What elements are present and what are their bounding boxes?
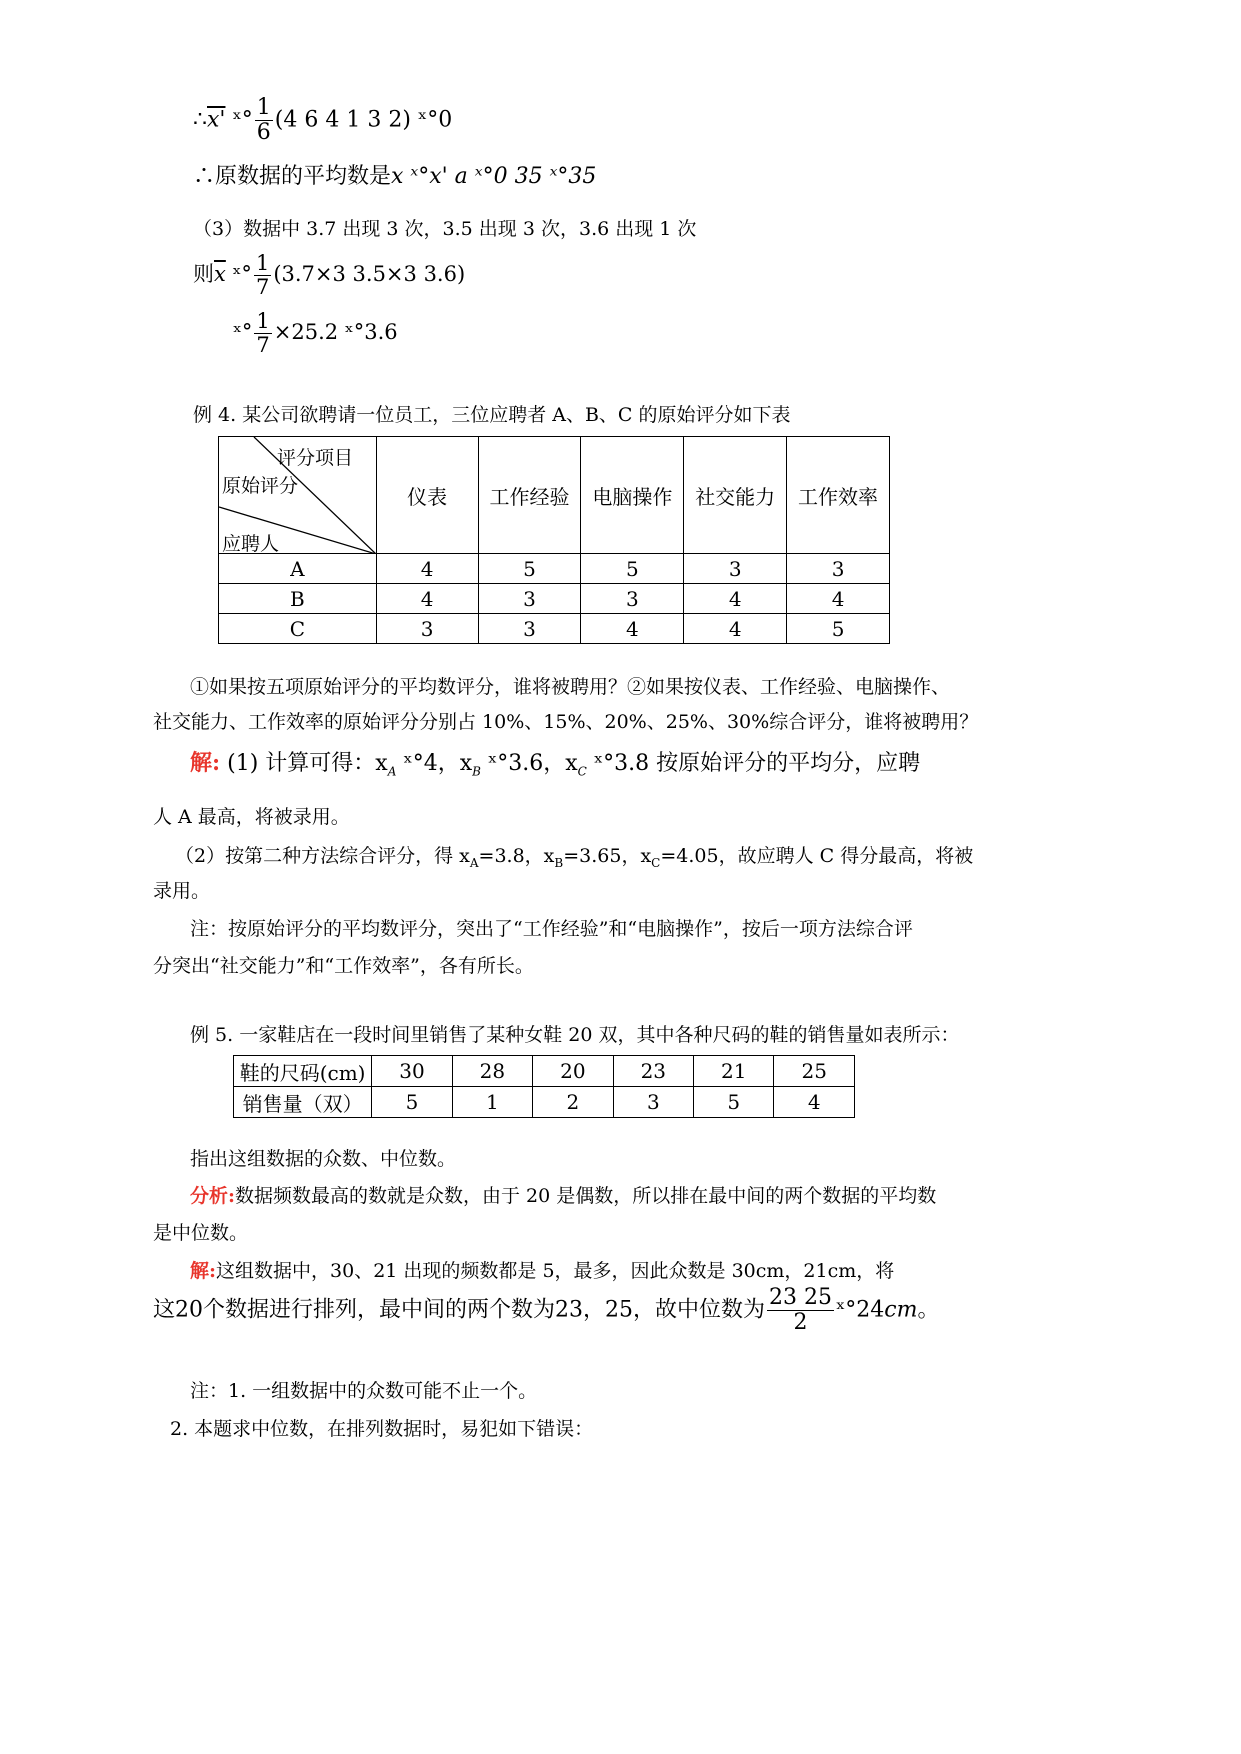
note-5-line-2: 2. 本题求中位数，在排列数据时，易犯如下错误： — [170, 1418, 594, 1440]
header-cell: 仪表 — [376, 437, 478, 554]
table-4 — [218, 436, 890, 644]
solution-4-line-2: 人 A 最高，将被录用。 — [153, 806, 350, 828]
solution-label: 解: — [190, 750, 221, 776]
row-label: 鞋的尺码(cm) — [234, 1056, 372, 1087]
solution-5-line-1: 解:这组数据中，30、21 出现的频数都是 5，最多，因此众数是 30cm，21cm，将 — [190, 1260, 895, 1282]
question-5: 指出这组数据的众数、中位数。 — [190, 1148, 457, 1170]
formula-line-2: ∴原数据的平均数是x ˣ°x' a ˣ°0 35 ˣ°35 — [193, 164, 597, 189]
table-row: 销售量（双） 5 1 2 3 5 4 — [234, 1087, 855, 1118]
corner-top-label: 评分项目 — [277, 447, 354, 469]
header-cell: 工作效率 — [787, 437, 890, 554]
formula-line-5: ˣ° $\frac{1}{7}$ ×25.2 ˣ°3.6 — [233, 309, 398, 358]
table-row: B 4 3 3 4 4 — [219, 584, 890, 614]
header-cell: 工作经验 — [478, 437, 581, 554]
table-corner — [219, 437, 377, 554]
text-line-3: （3）数据中 3.7 出现 3 次，3.5 出现 3 次，3.6 出现 1 次 — [193, 218, 697, 240]
corner-mid-label: 原始评分 — [222, 475, 299, 497]
formula-line-4: 则$\overline{x}$ ˣ° $\frac{1}{7}$ (3.7×3 3.5×3 3.6) — [193, 251, 466, 300]
note-4-line-2: 分突出“社交能力”和“工作效率”，各有所长。 — [153, 955, 534, 977]
table-row: A 4 5 5 3 3 — [219, 554, 890, 584]
solution-4-line-3: （2）按第二种方法综合评分，得 $x_A=3.8$，$x_B=3.65$，$x_C=4.05$，故应聘人 C 得分最高，将被 — [175, 845, 974, 870]
note-4-line-1: 注：按原始评分的平均数评分，突出了“工作经验”和“电脑操作”，按后一项方法综合评 — [190, 918, 913, 940]
solution-4-line-1: 解: (1) 计算可得：$x_A$ ˣ°4，$x_B$ ˣ°3.6，$x_C$ ˣ°3.8 按原始评分的平均分，应聘 — [190, 750, 921, 779]
corner-bot-label: 应聘人 — [222, 533, 280, 555]
example-5-title: 例 5. 一家鞋店在一段时间里销售了某种女鞋 20 双，其中各种尺码的鞋的销售量如表所示： — [190, 1024, 960, 1046]
solution-4-line-4: 录用。 — [153, 880, 211, 902]
analysis-label: 分析: — [190, 1185, 236, 1207]
table-5 — [233, 1055, 855, 1118]
analysis-5-line-2: 是中位数。 — [153, 1222, 249, 1244]
header-cell: 电脑操作 — [581, 437, 684, 554]
formula-line-1: ∴x' ˣ° $\frac{1}{6}$ (4 6 4 1 3 2) ˣ°0 — [193, 95, 453, 146]
fraction: $\frac{23 25}{2}$ — [768, 1285, 832, 1336]
analysis-5-line-1: 分析:数据频数最高的数就是众数，由于 20 是偶数，所以排在最中间的两个数据的平均数 — [190, 1185, 937, 1207]
question-4-line-2: 社交能力、工作效率的原始评分分别占 10%、15%、20%、25%、30%综合评分，谁将被聘用？ — [153, 711, 979, 733]
question-4-line-1: ①如果按五项原始评分的平均数评分，谁将被聘用？②如果按仪表、工作经验、电脑操作、 — [190, 676, 951, 698]
table-row: 鞋的尺码(cm) 30 28 20 23 21 25 — [234, 1056, 855, 1087]
example-4-title: 例 4. 某公司欲聘请一位员工，三位应聘者 A、B、C 的原始评分如下表 — [193, 404, 791, 426]
table-row: C 3 3 4 4 5 — [219, 614, 890, 644]
solution-label: 解: — [190, 1260, 217, 1282]
row-label: 销售量（双） — [234, 1087, 372, 1118]
header-cell: 社交能力 — [684, 437, 787, 554]
fraction: $\frac{1}{7}$ — [255, 251, 270, 300]
solution-5-line-2: 这20个数据进行排列，最中间的两个数为23，25，故中位数为 $\frac{23 25}{2}$ ˣ°24cm。 — [153, 1285, 940, 1336]
fraction: $\frac{1}{7}$ — [256, 309, 270, 358]
note-5-line-1: 注：1. 一组数据中的众数可能不止一个。 — [190, 1380, 538, 1402]
fraction: $\frac{1}{6}$ — [256, 95, 271, 146]
